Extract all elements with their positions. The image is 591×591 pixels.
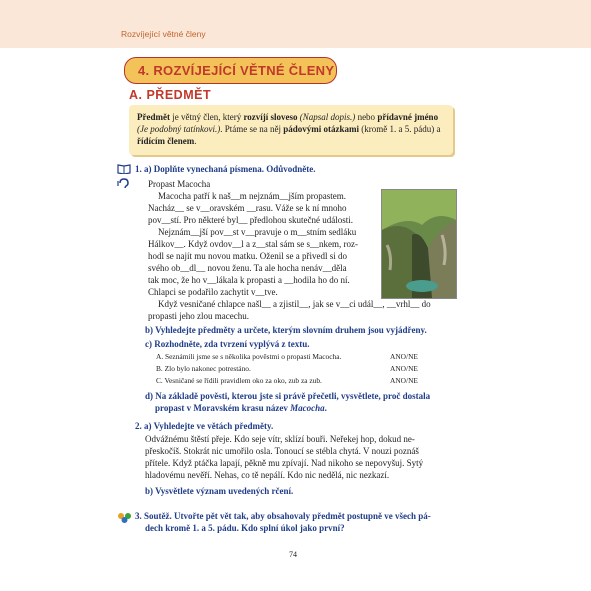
exercise-1d-line1: d) Na základě pověsti, kterou jste si právě přečetli, vysvětlete, proč dostala [145, 391, 431, 401]
answer-c-text: C. Vesničané se řídili pravidlem oko za oko, zub za zub. [156, 376, 322, 385]
proverb-line: Odvážnému štěstí přeje. Kdo seje vítr, sklízí bouři. Neřekej hop, dokud ne- [145, 434, 415, 444]
story-line: propasti jeho zlou macechu. [148, 311, 249, 321]
story-line: pov__stí. Pro některé byl__ předlohou skutečné události. [148, 215, 353, 225]
exercise-1a-heading: 1. a) Doplňte vynechaná písmena. Odůvodněte. [135, 164, 316, 174]
exercise-2a-heading: 2. a) Vyhledejte ve větách předměty. [135, 421, 274, 431]
macocha-abyss-photo [381, 189, 457, 299]
story-line: Hálkov__. Když ovdov__l a z__stal sám se s__nkem, roz- [148, 239, 358, 249]
answer-a-choice[interactable]: ANO/NE [390, 352, 418, 361]
section-title: A. PŘEDMĚT [129, 88, 212, 102]
exercise-1d-line2: propast v Moravském krasu název Macocha. [155, 403, 327, 413]
header-band [0, 0, 591, 48]
exercise-3-line1: 3. Soutěž. Utvořte pět vět tak, aby obsahovaly předmět postupně ve všech pá- [135, 511, 431, 521]
story-line: hodl se najít mu novou matku. Oženil se a přivedl si do [148, 251, 347, 261]
story-line: svého ob__dl__ novou ženu. Ta ale hocha nenáv__děla [148, 263, 347, 273]
story-line: Nacház__ se v__oravském __rasu. Váže se k ní mnoho [148, 203, 347, 213]
exercise-3-line2: dech kromě 1. a 5. pádu. Kdo splní úkol jako první? [145, 523, 345, 533]
exercise-2b: b) Vysvětlete význam uvedených rčení. [145, 486, 294, 496]
book-icon [117, 163, 131, 174]
answer-c-choice[interactable]: ANO/NE [390, 376, 418, 385]
story-line: tak moc, že ho v__lákala k propasti a __hodila ho do ní. [148, 275, 350, 285]
story-line: Chlapci se podařilo zachytit v__tve. [148, 287, 278, 297]
chapter-title: 4. ROZVÍJEJÍCÍ VĚTNÉ ČLENY [138, 63, 335, 78]
answer-a-text: A. Seznámili jsme se s několika pověstmi o propasti Macocha. [156, 352, 342, 361]
proverb-line: hladovému nevěří. Nehas, co tě nepálí. Kdo nic nedělá, nic nezkazí. [145, 470, 390, 480]
definition-text: Předmět je větný člen, který rozvíjí sloveso (Napsal dopis.) nebo přídavné jméno (Je podobný tatínkovi.). Ptáme se na něj pádovými otázkami (kromě 1. a 5. pádu) a řídícím členem. [137, 112, 441, 146]
definition-box [129, 105, 453, 155]
story-title: Propast Macocha [148, 179, 211, 189]
story-line: Nejznám__jší pov__st v__pravuje o m__stním sedláku [158, 227, 357, 237]
exercise-1b: b) Vyhledejte předměty a určete, kterým slovním druhem jsou vyjádřeny. [145, 325, 427, 335]
page-number: 74 [289, 550, 297, 559]
running-title: Rozvíjející větné členy [121, 29, 206, 39]
proverb-line: přeskočíš. Stokrát nic umořilo osla. Tonoucí se stébla chytá. V nouzi poznáš [145, 446, 419, 456]
story-line: Macocha patří k naš__m nejznám__jším propastem. [158, 191, 346, 201]
ear-listening-icon [117, 178, 130, 189]
group-activity-icon [117, 512, 133, 524]
exercise-1c: c) Rozhodněte, zda tvrzení vyplývá z textu. [145, 339, 310, 349]
answer-b-choice[interactable]: ANO/NE [390, 364, 418, 373]
story-line: Když vesničané chlapce našl__ a zjistil__, jak se v__ci udál__, __vrhl__ do [158, 299, 431, 309]
chapter-title-banner [124, 57, 337, 84]
answer-b-text: B. Zlo bylo nakonec potrestáno. [156, 364, 251, 373]
proverb-line: přítele. Když ptáčka lapají, pěkně mu zpívají. Nad nikoho se nepovyšuj. Sytý [145, 458, 424, 468]
